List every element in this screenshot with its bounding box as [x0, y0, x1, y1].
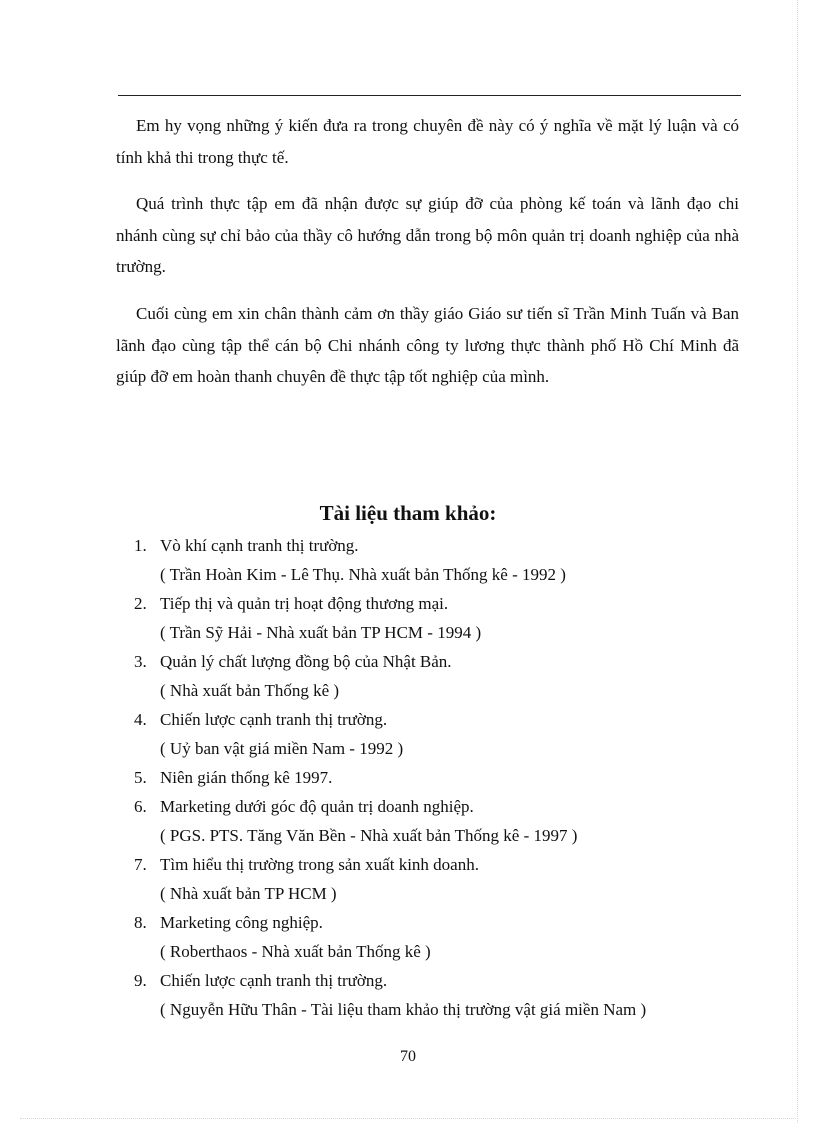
references-title: Tài liệu tham khảo: — [319, 501, 497, 525]
page-edge-bottom — [20, 1118, 798, 1119]
paragraph-3: Cuối cùng em xin chân thành cảm ơn thầy giáo Giáo sư tiến sĩ Trần Minh Tuấn và Ban lãnh đạo cùng tập thể cán bộ Chi nhánh công ty lương thực thành phố Hồ Chí Minh đã giúp đỡ em hoàn thanh chuyên đề thực tập tốt nghiệp của mình. — [116, 304, 739, 386]
reference-item — [134, 850, 754, 908]
reference-number: 9. — [134, 971, 147, 990]
reference-number: 8. — [134, 913, 147, 932]
reference-item — [134, 647, 754, 705]
reference-number: 7. — [134, 855, 147, 874]
reference-source: ( Uỷ ban vật giá miền Nam - 1992 ) — [160, 739, 404, 758]
paragraph-1: Em hy vọng những ý kiến đưa ra trong chuyên đề này có ý nghĩa về mặt lý luận và có tính khả thi trong thực tế. — [116, 116, 739, 167]
reference-source: ( Roberthaos - Nhà xuất bản Thống kê ) — [160, 942, 431, 961]
reference-title: Chiến lược cạnh tranh thị trường. — [160, 710, 388, 729]
reference-number: 1. — [134, 536, 147, 555]
reference-title: Vò khí cạnh tranh thị trường. — [160, 536, 359, 555]
page-edge-right — [797, 0, 798, 1123]
reference-title: Quản lý chất lượng đồng bộ của Nhật Bản. — [160, 652, 452, 671]
reference-source: ( Nhà xuất bản TP HCM ) — [160, 884, 337, 903]
reference-item — [134, 966, 754, 1024]
reference-number: 2. — [134, 594, 147, 613]
reference-number: 5. — [134, 768, 147, 787]
reference-number: 3. — [134, 652, 147, 671]
reference-number: 4. — [134, 710, 147, 729]
reference-title: Niên gián thống kê 1997. — [160, 768, 333, 787]
reference-title: Marketing dưới góc độ quản trị doanh nghiệp. — [160, 797, 474, 816]
reference-title: Tìm hiểu thị trường trong sản xuất kinh doanh. — [160, 855, 479, 874]
reference-title: Chiến lược cạnh tranh thị trường. — [160, 971, 388, 990]
references-list — [134, 531, 754, 1024]
reference-source: ( Nguyễn Hữu Thân - Tài liệu tham khảo thị trường vật giá miền Nam ) — [160, 1000, 647, 1019]
reference-source: ( PGS. PTS. Tăng Văn Bền - Nhà xuất bản Thống kê - 1997 ) — [160, 826, 578, 845]
reference-item — [134, 705, 754, 763]
reference-item — [134, 589, 754, 647]
reference-source: ( Trần Hoàn Kim - Lê Thụ. Nhà xuất bản Thống kê - 1992 ) — [160, 565, 566, 584]
paragraph-2: Quá trình thực tập em đã nhận được sự giúp đỡ của phòng kế toán và lãnh đạo chi nhánh cùng sự chỉ bảo của thầy cô hướng dẫn trong bộ môn quản trị doanh nghiệp của nhà trường. — [116, 194, 739, 276]
header-rule — [118, 95, 741, 96]
reference-item — [134, 531, 754, 589]
reference-title: Tiếp thị và quản trị hoạt động thương mại. — [160, 594, 449, 613]
reference-item — [134, 792, 754, 850]
page-number: 70 — [400, 1048, 416, 1065]
reference-source: ( Nhà xuất bản Thống kê ) — [160, 681, 340, 700]
reference-item — [134, 908, 754, 966]
reference-number: 6. — [134, 797, 147, 816]
reference-item — [134, 763, 754, 792]
reference-source: ( Trần Sỹ Hải - Nhà xuất bản TP HCM - 1994 ) — [160, 623, 482, 642]
reference-title: Marketing công nghiệp. — [160, 913, 323, 932]
